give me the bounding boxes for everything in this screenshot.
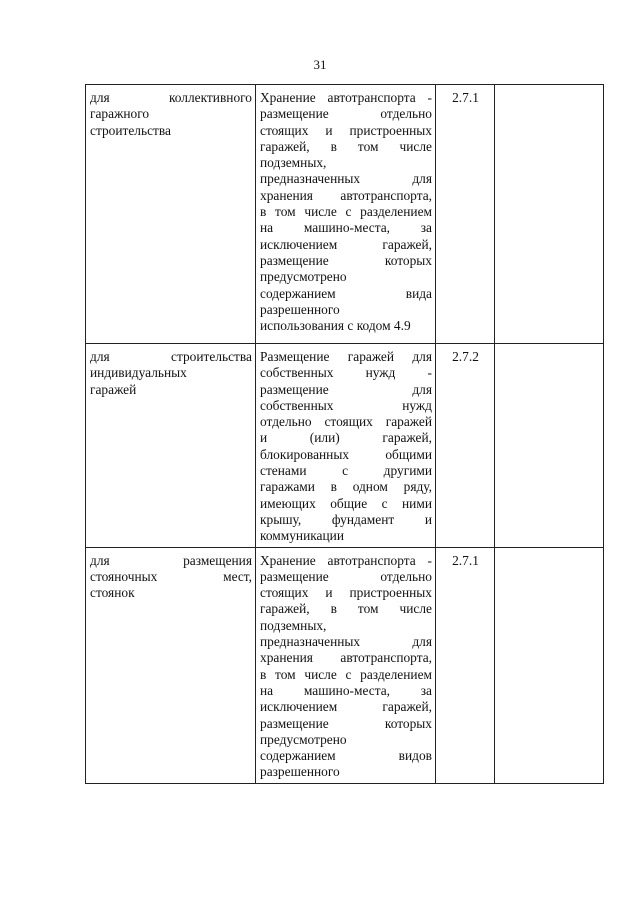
description-line: на машино-места, за — [260, 220, 432, 236]
page-number: 31 — [313, 57, 327, 72]
table-row — [86, 344, 604, 548]
description-line: Размещение гаражей для — [260, 349, 432, 364]
description-line: разрешенного — [260, 764, 340, 780]
purpose-cell — [86, 85, 256, 344]
description-cell — [256, 85, 436, 344]
description-line: хранения автотранспорта, — [260, 187, 432, 203]
purpose-line: гаражного — [90, 106, 150, 122]
description-line: стоящих и пристроенных — [260, 122, 432, 138]
description-line: исключением гаражей, — [260, 236, 432, 252]
note-cell — [495, 85, 604, 344]
description-line: собственных нужд - — [260, 365, 432, 381]
description-line: размещение отдельно — [260, 568, 432, 584]
description-line: и (или) гаражей, — [260, 430, 432, 446]
description-line: крышу, фундамент и — [260, 511, 432, 527]
description-line: отдельно стоящих гаражей — [260, 414, 432, 430]
code-cell: 2.7.1 — [436, 547, 495, 783]
description-line: размещение которых — [260, 252, 432, 268]
description-line: содержанием вида — [260, 285, 432, 301]
description-line: использования с кодом 4.9 — [260, 318, 411, 334]
description-line: размещение для — [260, 381, 432, 397]
note-cell — [495, 344, 604, 548]
description-line: на машино-места, за — [260, 682, 432, 698]
description-line: в том числе с разделением — [260, 666, 432, 682]
description-cell — [256, 344, 436, 548]
description-line: размещение отдельно — [260, 106, 432, 122]
purpose-cell — [86, 344, 256, 548]
table-row — [86, 85, 604, 344]
description-line: собственных нужд — [260, 397, 432, 413]
land-use-table — [85, 84, 604, 784]
purpose-line: для строительства — [90, 349, 252, 364]
description-line: имеющих общие с ними — [260, 495, 432, 511]
purpose-line: стоянок — [90, 585, 135, 601]
description-line: подземных, — [260, 155, 327, 171]
description-line: Хранение автотранспорта - — [260, 90, 432, 105]
description-line: гаражей, в том числе — [260, 138, 432, 154]
description-line: гаражами в одном ряду, — [260, 479, 432, 495]
description-line: предназначенных для — [260, 171, 432, 187]
purpose-line: строительства — [90, 122, 171, 138]
purpose-line: стояночных мест, — [90, 568, 252, 584]
description-line: предназначенных для — [260, 634, 432, 650]
purpose-cell — [86, 547, 256, 783]
description-line: Хранение автотранспорта - — [260, 552, 432, 568]
purpose-line: гаражей — [90, 381, 137, 397]
description-line: блокированных общими — [260, 446, 432, 462]
description-cell — [256, 547, 436, 783]
description-line: коммуникации — [260, 528, 344, 544]
purpose-line: для коллективного — [90, 90, 252, 105]
code-cell: 2.7.2 — [436, 344, 495, 548]
description-line: исключением гаражей, — [260, 699, 432, 715]
description-line: содержанием видов — [260, 748, 432, 764]
description-line: разрешенного — [260, 301, 340, 317]
description-line: предусмотрено — [260, 269, 347, 285]
description-line: размещение которых — [260, 715, 432, 731]
table-row — [86, 547, 604, 783]
description-line: в том числе с разделением — [260, 204, 432, 220]
description-line: хранения автотранспорта, — [260, 650, 432, 666]
code-cell: 2.7.1 — [436, 85, 495, 344]
purpose-line: для размещения — [90, 552, 252, 568]
description-line: гаражей, в том числе — [260, 601, 432, 617]
purpose-line: индивидуальных — [90, 365, 187, 381]
description-line: стенами с другими — [260, 463, 432, 479]
description-line: подземных, — [260, 617, 327, 633]
note-cell — [495, 547, 604, 783]
description-line: стоящих и пристроенных — [260, 585, 432, 601]
description-line: предусмотрено — [260, 731, 347, 747]
